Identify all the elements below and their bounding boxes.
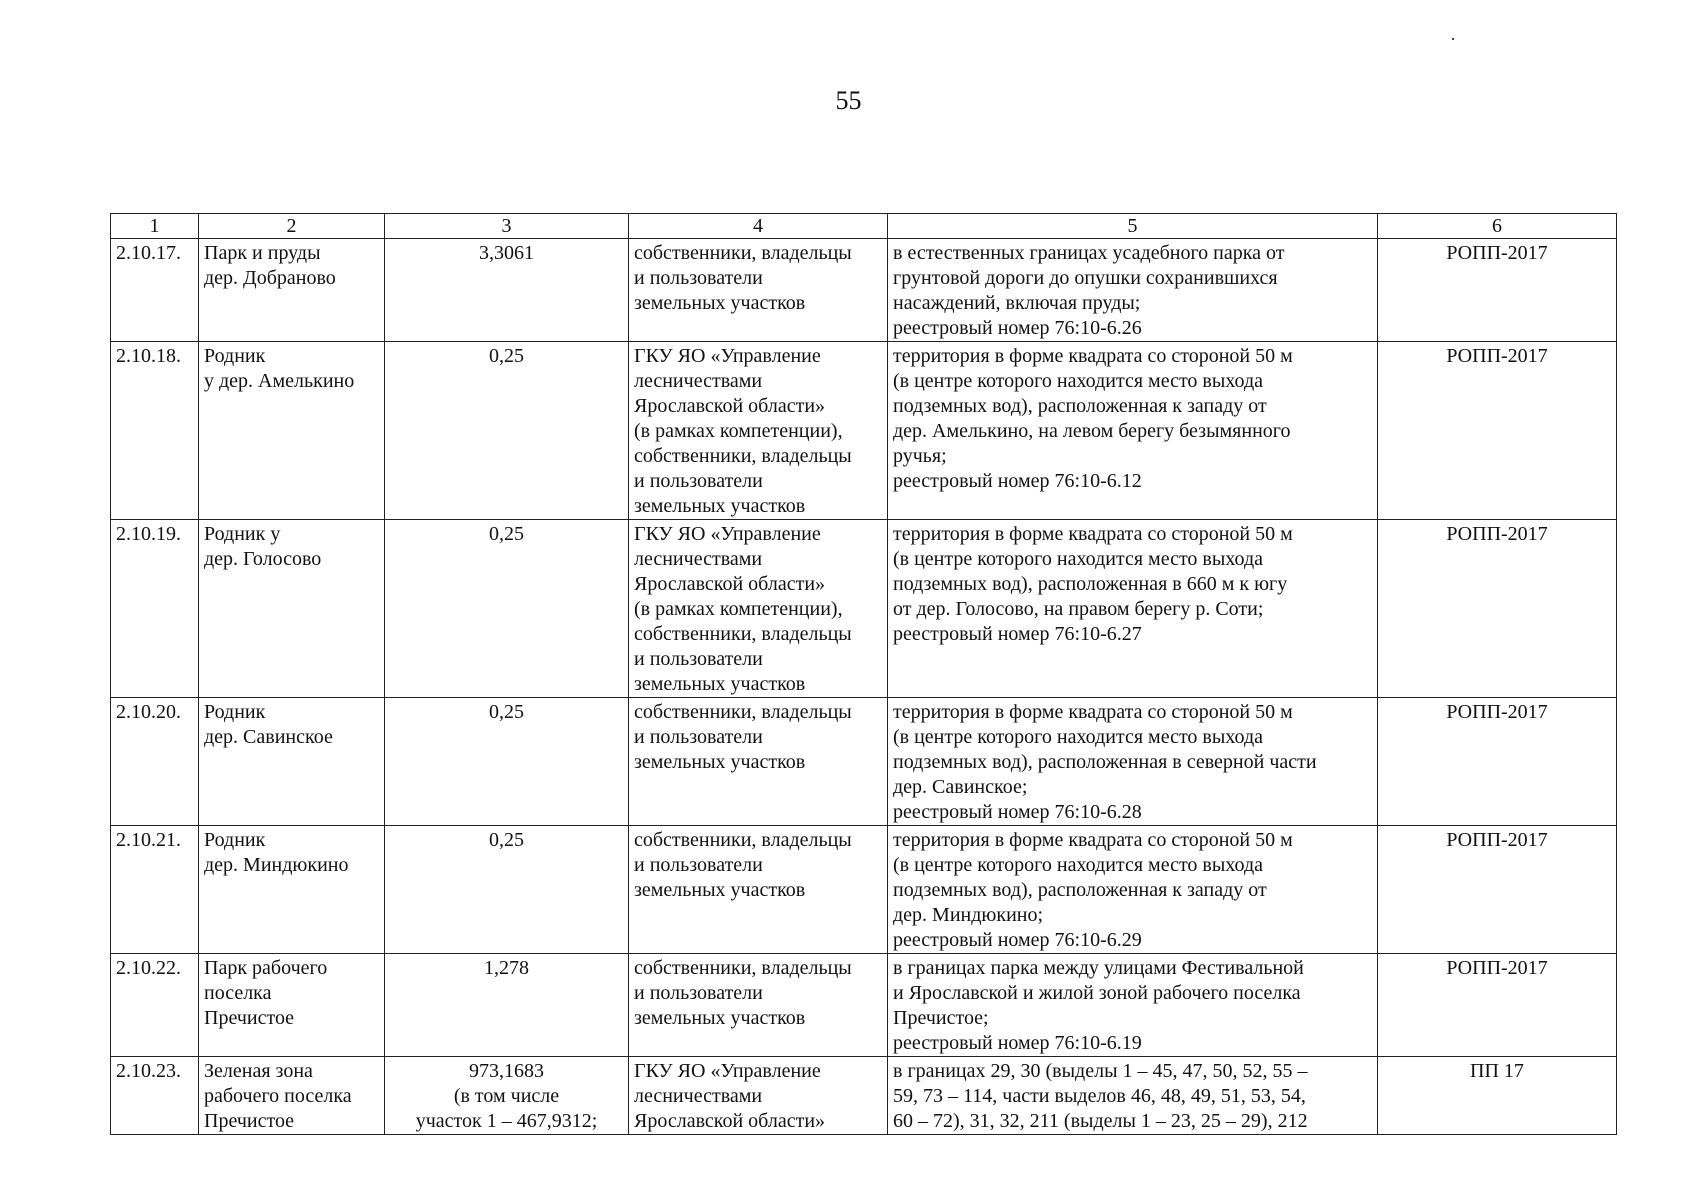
boundary-description: в границах парка между улицами Фестивальной и Ярославской и жилой зоной рабочего поселка Пречистое; реестровый номер 76:10-6.19: [888, 954, 1378, 1057]
responsible-parties: ГКУ ЯО «Управление лесничествами Ярославской области» (в рамках компетенции), собственники, владельцы и пользователи земельных участков: [629, 520, 888, 698]
boundary-description: в границах 29, 30 (выделы 1 – 45, 47, 50, 52, 55 – 59, 73 – 114, части выделов 46, 48, 49, 51, 53, 54, 60 – 72), 31, 32, 211 (выделы 1 – 23, 25 – 29), 212: [888, 1057, 1378, 1135]
table-row: [111, 520, 1617, 698]
object-name: Родник у дер. Амелькино: [199, 342, 385, 520]
object-area: 973,1683 (в том числе участок 1 – 467,9312;: [385, 1057, 629, 1135]
table-row: [111, 1057, 1617, 1135]
column-area-header: 3: [385, 214, 629, 239]
legal-document: РОПП-2017: [1378, 698, 1617, 826]
column-name-header: 2: [199, 214, 385, 239]
legal-document: РОПП-2017: [1378, 954, 1617, 1057]
object-area: 0,25: [385, 342, 629, 520]
column-number-header: 1: [111, 214, 199, 239]
object-area: 0,25: [385, 826, 629, 954]
boundary-description: территория в форме квадрата со стороной 50 м (в центре которого находится место выхода подземных вод), расположенная к западу от дер. Миндюкино; реестровый номер 76:10-6.29: [888, 826, 1378, 954]
responsible-parties: ГКУ ЯО «Управление лесничествами Ярославской области»: [629, 1057, 888, 1135]
row-number: 2.10.22.: [111, 954, 199, 1057]
object-name: Зеленая зона рабочего поселка Пречистое: [199, 1057, 385, 1135]
column-responsible-header: 4: [629, 214, 888, 239]
legal-document: РОПП-2017: [1378, 520, 1617, 698]
responsible-parties: ГКУ ЯО «Управление лесничествами Ярославской области» (в рамках компетенции), собственники, владельцы и пользователи земельных участков: [629, 342, 888, 520]
responsible-parties: собственники, владельцы и пользователи земельных участков: [629, 698, 888, 826]
table-row: [111, 954, 1617, 1057]
boundary-description: территория в форме квадрата со стороной 50 м (в центре которого находится место выхода подземных вод), расположенная в 660 м к югу от дер. Голосово, на правом берегу р. Соти; реестровый номер 76:10-6.27: [888, 520, 1378, 698]
scan-speck: [1452, 38, 1454, 40]
boundary-description: в естественных границах усадебного парка от грунтовой дороги до опушки сохранившихся насаждений, включая пруды; реестровый номер 76:10-6.26: [888, 239, 1378, 342]
boundary-description: территория в форме квадрата со стороной 50 м (в центре которого находится место выхода подземных вод), расположенная в северной части дер. Савинское; реестровый номер 76:10-6.28: [888, 698, 1378, 826]
responsible-parties: собственники, владельцы и пользователи земельных участков: [629, 239, 888, 342]
object-name: Родник дер. Миндюкино: [199, 826, 385, 954]
column-description-header: 5: [888, 214, 1378, 239]
row-number: 2.10.23.: [111, 1057, 199, 1135]
boundary-description: территория в форме квадрата со стороной 50 м (в центре которого находится место выхода подземных вод), расположенная к западу от дер. Амелькино, на левом берегу безымянного ручья; реестровый номер 76:10-6.12: [888, 342, 1378, 520]
page-number: 55: [835, 86, 862, 115]
protected-areas-table: [110, 213, 1617, 1135]
object-area: 0,25: [385, 520, 629, 698]
row-number: 2.10.21.: [111, 826, 199, 954]
legal-document: РОПП-2017: [1378, 826, 1617, 954]
row-number: 2.10.17.: [111, 239, 199, 342]
responsible-parties: собственники, владельцы и пользователи земельных участков: [629, 826, 888, 954]
responsible-parties: собственники, владельцы и пользователи земельных участков: [629, 954, 888, 1057]
table-row: [111, 826, 1617, 954]
object-name: Парк и пруды дер. Добраново: [199, 239, 385, 342]
object-name: Родник у дер. Голосово: [199, 520, 385, 698]
legal-document: ПП 17: [1378, 1057, 1617, 1135]
header-row: [111, 214, 1617, 239]
row-number: 2.10.18.: [111, 342, 199, 520]
object-area: 0,25: [385, 698, 629, 826]
object-name: Родник дер. Савинское: [199, 698, 385, 826]
legal-document: РОПП-2017: [1378, 342, 1617, 520]
object-area: 1,278: [385, 954, 629, 1057]
object-name: Парк рабочего поселка Пречистое: [199, 954, 385, 1057]
row-number: 2.10.19.: [111, 520, 199, 698]
legal-document: РОПП-2017: [1378, 239, 1617, 342]
column-document-header: 6: [1378, 214, 1617, 239]
table-row: [111, 342, 1617, 520]
row-number: 2.10.20.: [111, 698, 199, 826]
object-area: 3,3061: [385, 239, 629, 342]
table-row: [111, 239, 1617, 342]
table-row: [111, 698, 1617, 826]
